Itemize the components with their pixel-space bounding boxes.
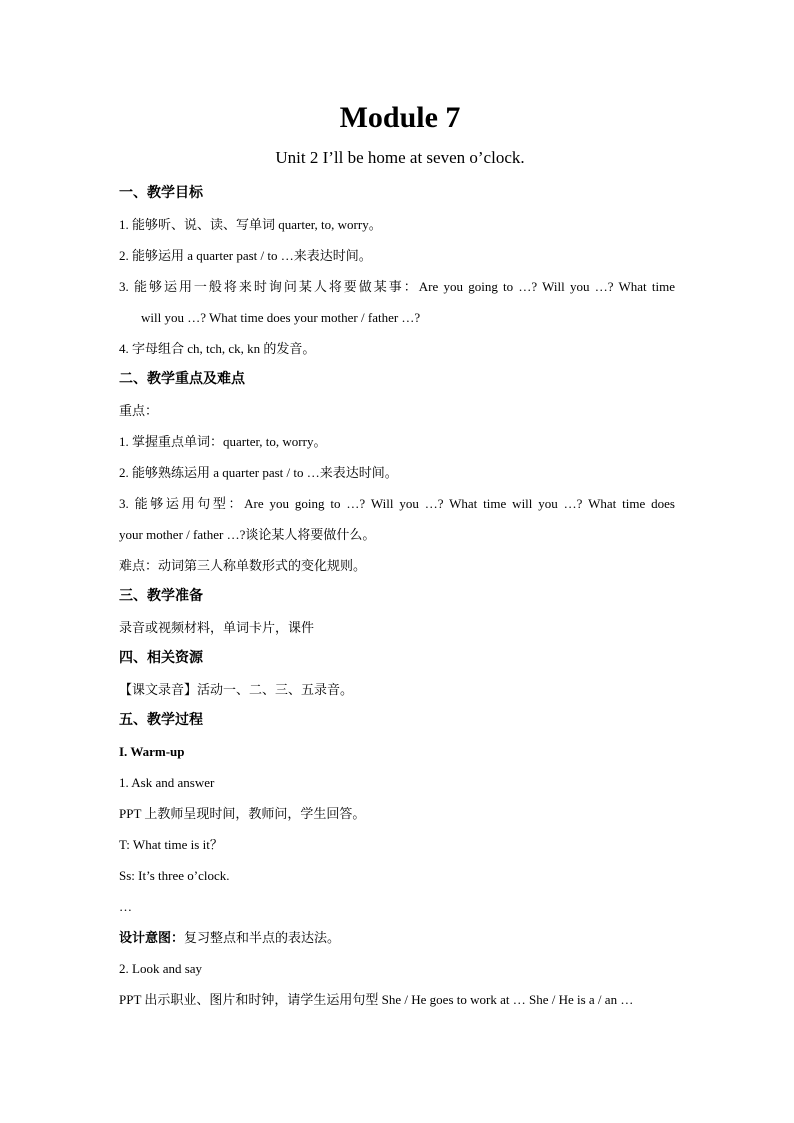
- dialogue-teacher-line: T: What time is it？: [119, 837, 223, 852]
- dialogue-students-line: Ss: It’s three o’clock.: [119, 868, 230, 883]
- design-intent-label: 设计意图：: [119, 930, 185, 945]
- section-heading-objectives: 一、教学目标: [119, 186, 203, 201]
- key-point-item-2: 2. 能够熟练运用 a quarter past / to …来表达时间。: [119, 465, 398, 480]
- objective-item-4: 4. 字母组合 ch, tch, ck, kn 的发音。: [119, 341, 316, 356]
- step-look-and-say-description: PPT 出示职业、图片和时钟，请学生运用句型 She / He goes to work at … She / He is a / an …: [119, 992, 634, 1007]
- design-intent-text: 复习整点和半点的表达法。: [184, 930, 341, 945]
- objective-item-3: 3. 能够运用一般将来时询问某人将要做某事：Are you going to …? Will you …? What time: [119, 279, 675, 294]
- step-ask-and-answer-description: PPT 上教师呈现时间，教师问，学生回答。: [119, 806, 366, 821]
- page-title: Module 7: [339, 101, 461, 134]
- resources-text: 【课文录音】活动一、二、三、五录音。: [119, 682, 354, 697]
- key-points-label: 重点：: [119, 403, 159, 418]
- section-heading-resources: 四、相关资源: [119, 651, 203, 666]
- preparation-text: 录音或视频材料，单词卡片，课件: [119, 620, 315, 635]
- warmup-heading: I. Warm-up: [119, 744, 185, 759]
- section-heading-process: 五、教学过程: [119, 713, 203, 728]
- key-point-item-3-continued: your mother / father …?谈论某人将要做什么。: [119, 527, 376, 542]
- key-point-item-1: 1. 掌握重点单词：quarter, to, worry。: [119, 434, 327, 449]
- objective-item-3-continued: will you …? What time does your mother / father …?: [141, 310, 421, 325]
- difficulty-point: 难点：动词第三人称单数形式的变化规则。: [119, 558, 367, 573]
- step-look-and-say: 2. Look and say: [119, 961, 203, 976]
- key-point-item-3: 3. 能够运用句型：Are you going to …? Will you …? What time will you …? What time does: [119, 496, 675, 511]
- document-page: [119, 96, 675, 1015]
- page-subtitle: Unit 2 I’ll be home at seven o’clock.: [275, 148, 525, 167]
- dialogue-ellipsis: …: [119, 899, 132, 914]
- section-heading-key-points: 二、教学重点及难点: [119, 372, 245, 387]
- objective-item-2: 2. 能够运用 a quarter past / to …来表达时间。: [119, 248, 372, 263]
- design-intent: [119, 922, 675, 953]
- objective-item-1: 1. 能够听、说、读、写单词 quarter, to, worry。: [119, 217, 382, 232]
- section-heading-preparation: 三、教学准备: [119, 589, 203, 604]
- step-ask-and-answer: 1. Ask and answer: [119, 775, 215, 790]
